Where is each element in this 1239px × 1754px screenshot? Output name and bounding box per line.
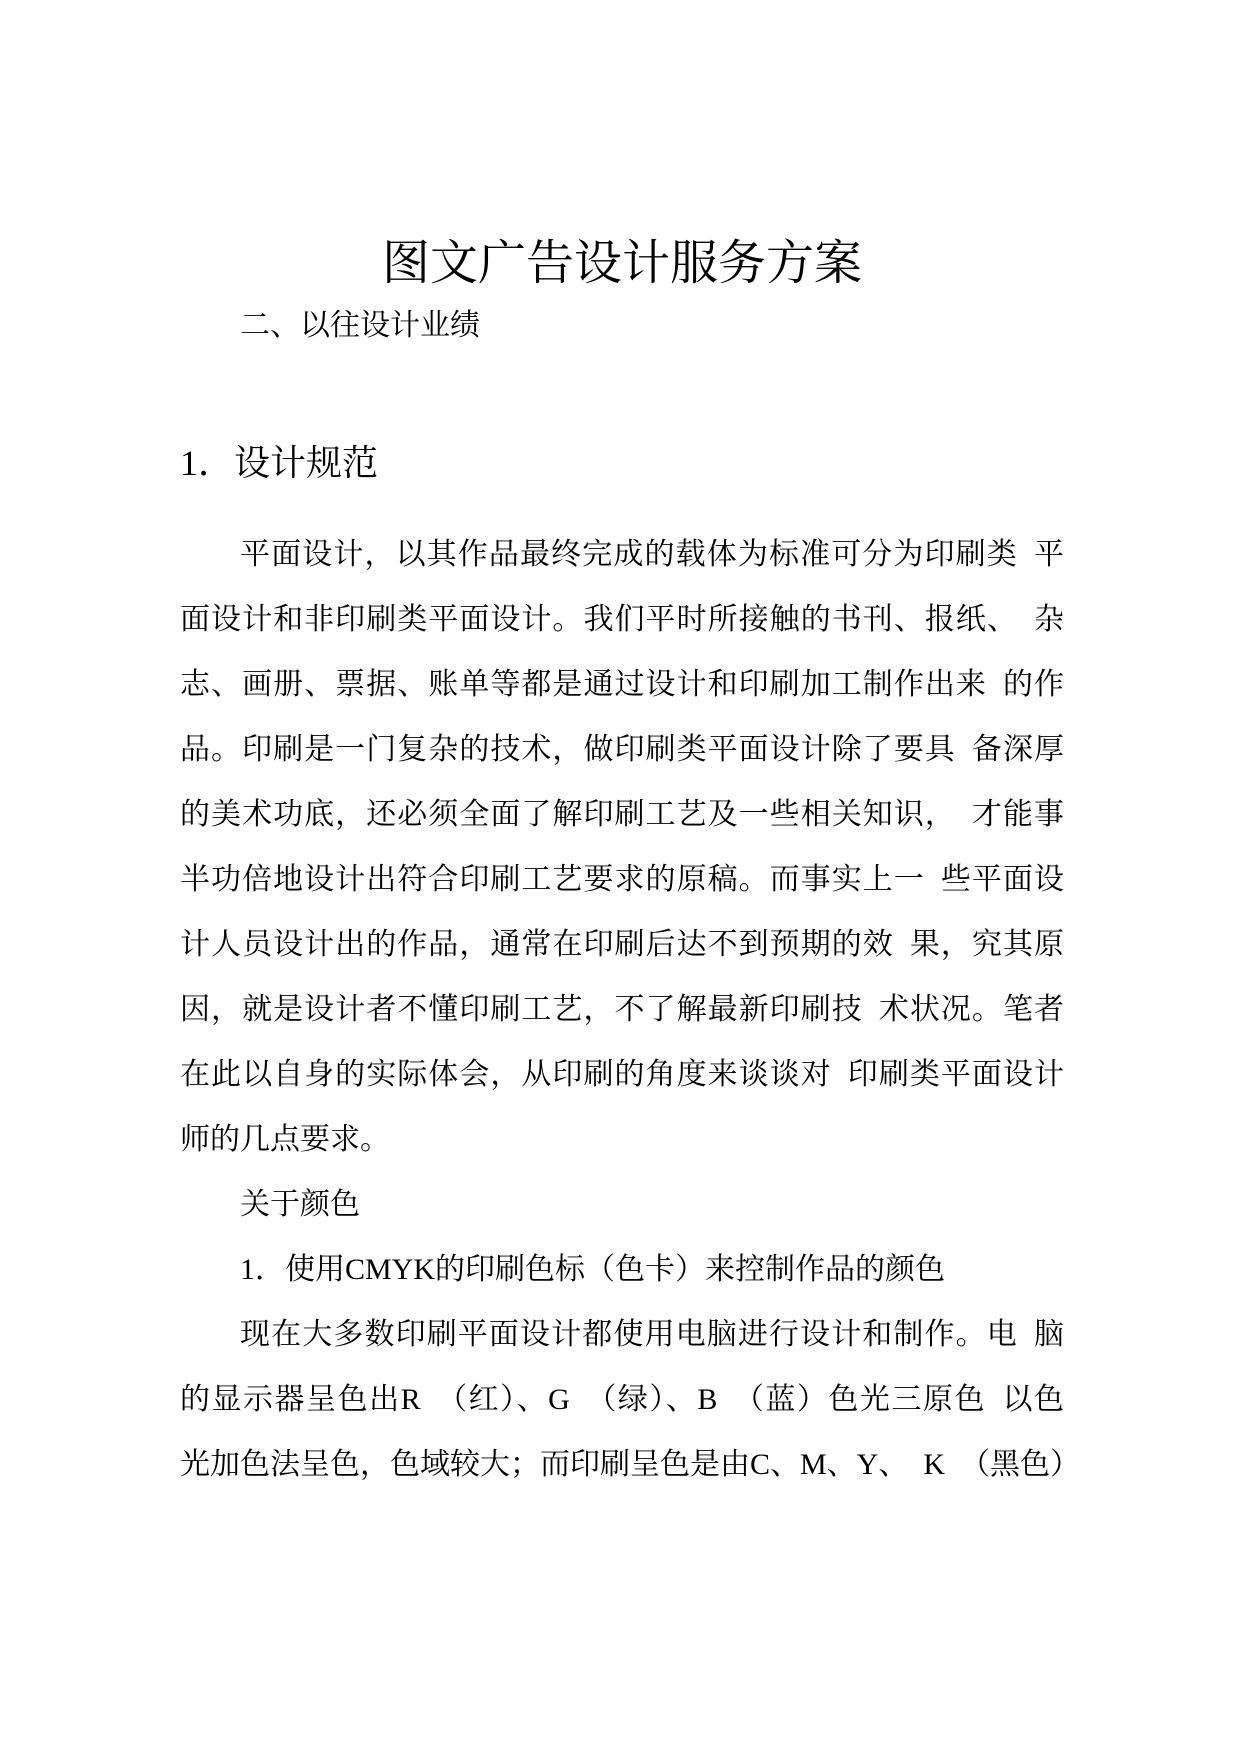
paragraph-line: 志、画册、票据、账单等都是通过设计和印刷加工制作出来 的作 [180,668,1064,701]
paragraph-color-usage [180,1302,1081,1497]
paragraph-line: 因，就是设计者不懂印刷工艺，不了解最新印刷技 术状况。笔者 [180,993,1064,1026]
paragraph-line: 在此以自身的实际体会，从印刷的角度来谈谈对 印刷类平面设计 [180,1058,1064,1091]
cmyk-subheading: 1．使用CMYK的印刷色标（色卡）来控制作品的颜色 [240,1253,946,1286]
paragraph-line: 半功倍地设计出符合印刷工艺要求的原稿。而事实上一 些平面设 [180,863,1064,896]
paragraph-line: 平面设计，以其作品最终完成的载体为标准可分为印刷类 平 [240,538,1064,571]
paragraph-line: 的显示器呈色出R （红）、G （绿）、B （蓝）色光三原色 以色 [180,1383,1064,1416]
paragraph-line: 面设计和非印刷类平面设计。我们平时所接触的书刊、报纸、 杂 [180,603,1064,636]
paragraph-line: 品。印刷是一门复杂的技术，做印刷类平面设计除了要具 备深厚 [180,733,1064,766]
color-note: 关于颜色 [240,1188,360,1221]
paragraph-line: 的美术功底，还必须全面了解印刷工艺及一些相关知识， 才能事 [180,798,1064,831]
paragraph-design-standards [180,522,1064,1172]
section-heading: 1．设计规范 [180,443,379,483]
paragraph-line: 现在大多数印刷平面设计都使用电脑进行设计和制作。电 脑 [240,1318,1064,1351]
body-text [180,522,1081,1497]
paragraph-line: 计人员设计出的作品，通常在印刷后达不到预期的效 果，究其原 [180,928,1064,961]
page-title: 图文广告设计服务方案 [381,237,862,290]
paragraph-line: 光加色法呈色，色域较大；而印刷呈色是由C、M、Y、 K （黑色） [180,1448,1081,1481]
subtitle: 二、以往设计业绩 [240,309,480,342]
paragraph-line: 师的几点要求。 [180,1123,390,1156]
